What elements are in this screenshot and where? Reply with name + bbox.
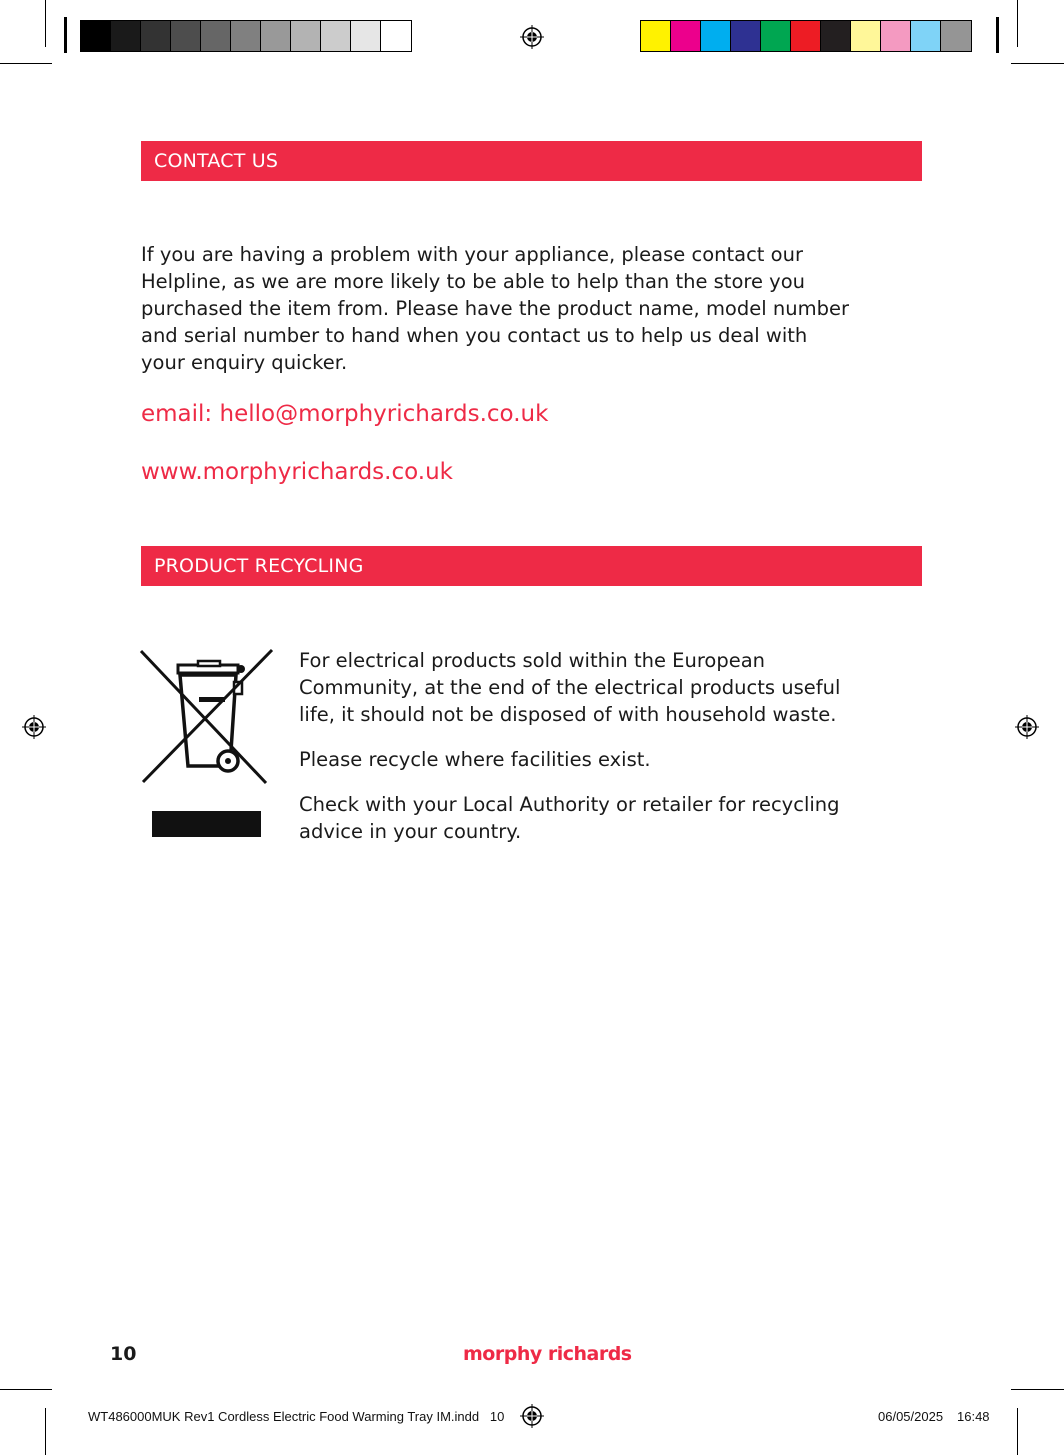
crop-mark (1017, 1408, 1018, 1455)
color-swatch (911, 21, 941, 51)
paragraph-line: purchased the item from. Please have the product name, model number (141, 297, 849, 320)
color-swatch (881, 21, 911, 51)
color-swatch (201, 21, 231, 51)
paragraph-line: Check with your Local Authority or retailer for recycling (299, 793, 840, 816)
color-bar-frame (64, 17, 67, 53)
color-bar-frame (996, 17, 999, 53)
crop-mark (0, 63, 52, 64)
color-swatch (731, 21, 761, 51)
color-swatch (351, 21, 381, 51)
contact-us-header: CONTACT US (141, 141, 922, 181)
slug-date: 06/05/2025 (878, 1409, 944, 1424)
brand-logo: morphy richards (463, 1343, 632, 1365)
crop-mark (1017, 0, 1018, 47)
paragraph-line: advice in your country. (299, 820, 522, 843)
color-swatch (141, 21, 171, 51)
color-swatch (81, 21, 111, 51)
color-swatch (821, 21, 851, 51)
paragraph-line: Please recycle where facilities exist. (299, 748, 651, 771)
crop-mark (1011, 1389, 1064, 1390)
crossed-out-wheelie-bin-icon (138, 648, 278, 840)
registration-mark-icon (520, 1404, 544, 1428)
registration-mark-icon (22, 715, 46, 739)
color-swatch (701, 21, 731, 51)
contact-paragraph (141, 241, 941, 376)
grayscale-color-bar (80, 20, 412, 52)
paragraph-line: If you are having a problem with your appliance, please contact our (141, 243, 803, 266)
color-swatch (261, 21, 291, 51)
color-swatch (851, 21, 881, 51)
color-swatch (171, 21, 201, 51)
color-swatch (671, 21, 701, 51)
slug-file-name: WT486000MUK Rev1 Cordless Electric Food Warming Tray IM.indd 10 (88, 1409, 505, 1424)
paragraph-line: Helpline, as we are more likely to be able to help than the store you (141, 270, 805, 293)
paragraph-line: your enquiry quicker. (141, 351, 348, 374)
page-number: 10 (110, 1343, 137, 1365)
paragraph-line: and serial number to hand when you contact us to help us deal with (141, 324, 808, 347)
color-swatch (761, 21, 791, 51)
process-color-bar (640, 20, 972, 52)
website-link[interactable]: www.morphyrichards.co.uk (141, 459, 453, 485)
crop-mark (0, 1389, 52, 1390)
product-recycling-header: PRODUCT RECYCLING (141, 546, 922, 586)
color-swatch (231, 21, 261, 51)
crop-mark (45, 1408, 46, 1455)
paragraph-line: Community, at the end of the electrical products useful (299, 676, 841, 699)
color-swatch (941, 21, 971, 51)
color-swatch (791, 21, 821, 51)
registration-mark-icon (1015, 715, 1039, 739)
crop-mark (45, 0, 46, 47)
paragraph-line: For electrical products sold within the European (299, 649, 766, 672)
color-swatch (641, 21, 671, 51)
color-swatch (291, 21, 321, 51)
crop-mark (1011, 63, 1064, 64)
registration-mark-icon (520, 25, 544, 49)
color-swatch (321, 21, 351, 51)
color-swatch (111, 21, 141, 51)
slug-time: 16:48 (957, 1409, 990, 1424)
paragraph-line: life, it should not be disposed of with household waste. (299, 703, 837, 726)
color-swatch (381, 21, 411, 51)
recycling-text (299, 647, 939, 845)
email-link[interactable]: email: hello@morphyrichards.co.uk (141, 401, 549, 427)
